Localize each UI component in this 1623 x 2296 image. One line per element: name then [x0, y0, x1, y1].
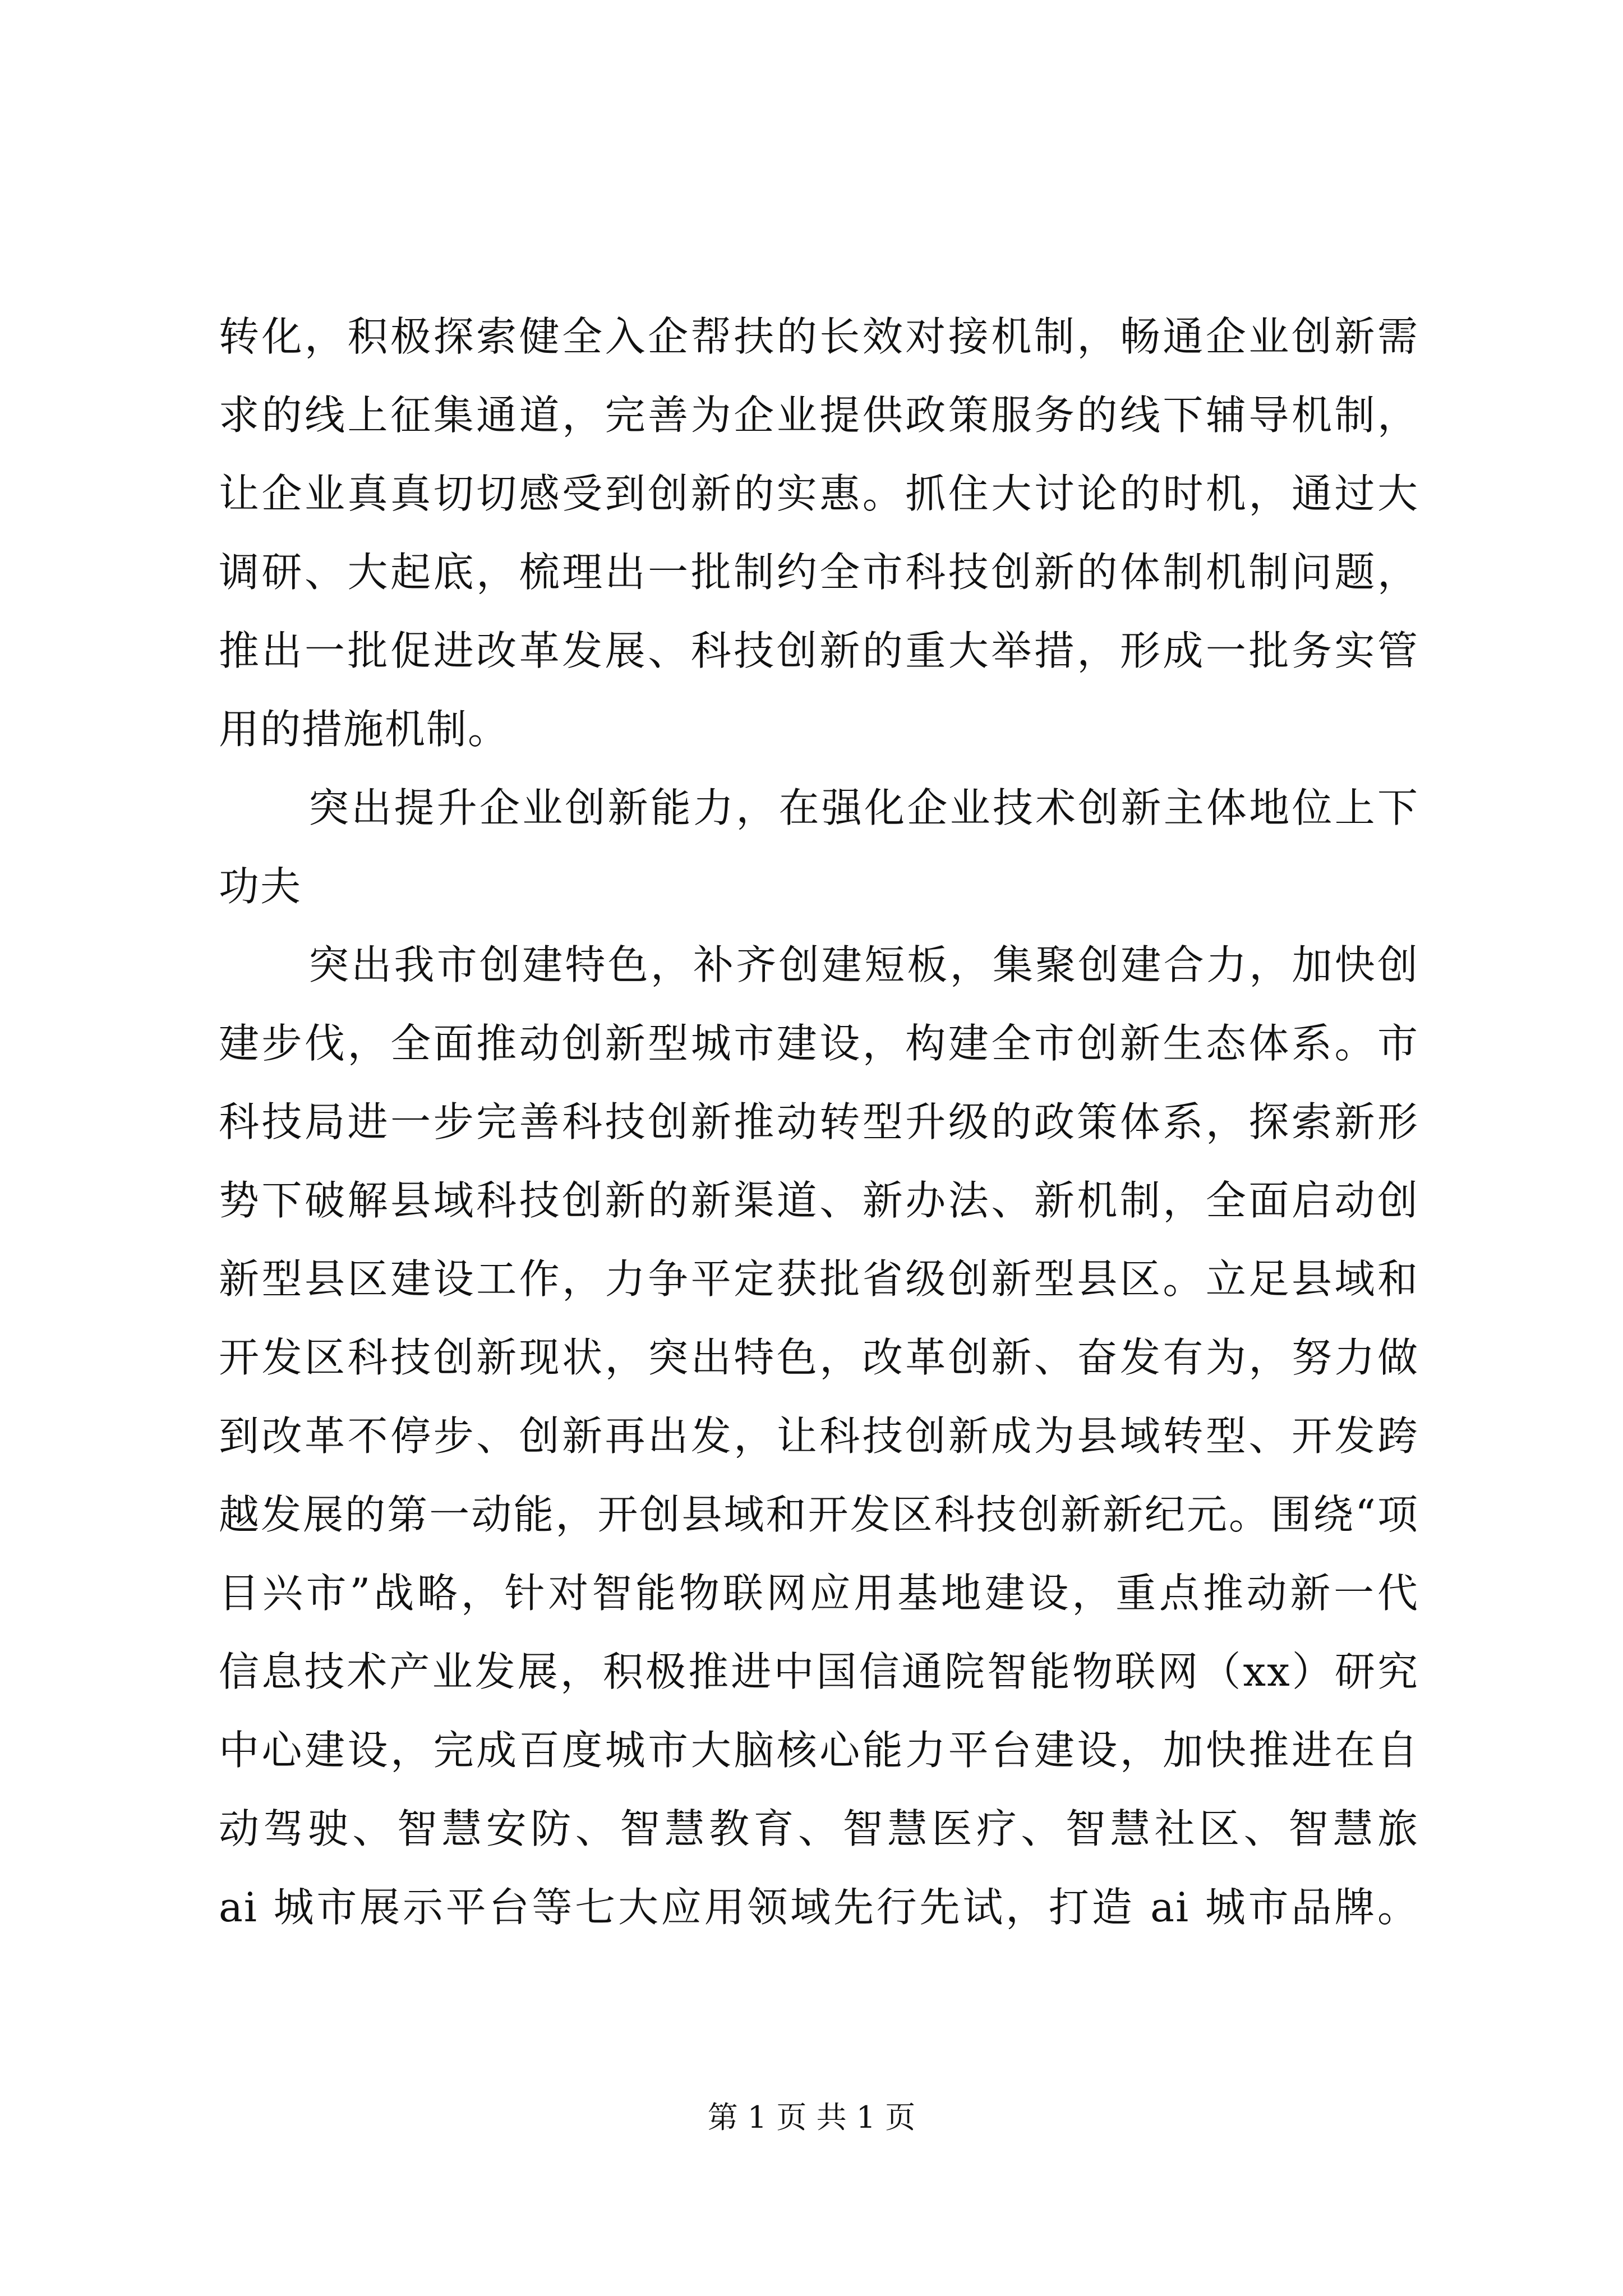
- paragraph-line: 建步伐，全面推动创新型城市建设，构建全市创新生态体系。市: [219, 1020, 1419, 1067]
- paragraph-line: 信息技术产业发展，积极推进中国信通院智能物联网（xx）研究: [219, 1648, 1419, 1695]
- paragraph-line: 目兴市”战略，针对智能物联网应用基地建设，重点推动新一代: [219, 1570, 1419, 1617]
- paragraph-line: 越发展的第一动能，开创县域和开发区科技创新新纪元。围绕“项: [219, 1491, 1419, 1538]
- paragraph-line: 推出一批促进改革发展、科技创新的重大举措，形成一批务实管: [219, 627, 1419, 674]
- paragraph-line: 突出我市创建特色，补齐创建短板，集聚创建合力，加快创: [308, 941, 1419, 988]
- paragraph-line: 到改革不停步、创新再出发，让科技创新成为县域转型、开发跨: [219, 1412, 1419, 1460]
- paragraph-line: 新型县区建设工作，力争平定获批省级创新型县区。立足县域和: [219, 1255, 1419, 1303]
- document-body: [219, 297, 1419, 1947]
- paragraph-line: 科技局进一步完善科技创新推动转型升级的政策体系，探索新形: [219, 1098, 1419, 1145]
- paragraph-line: 调研、大起底，梳理出一批制约全市科技创新的体制机制问题，: [219, 549, 1419, 596]
- section-heading-line: 功夫: [219, 863, 302, 910]
- paragraph-line: 中心建设，完成百度城市大脑核心能力平台建设，加快推进在自: [219, 1727, 1419, 1774]
- paragraph-line: 求的线上征集通道，完善为企业提供政策服务的线下辅导机制，: [219, 392, 1419, 439]
- paragraph-line: 转化，积极探索健全入企帮扶的长效对接机制，畅通企业创新需: [219, 313, 1419, 360]
- paragraph-line: 让企业真真切切感受到创新的实惠。抓住大讨论的时机，通过大: [219, 470, 1419, 517]
- paragraph-line: 势下破解县域科技创新的新渠道、新办法、新机制，全面启动创: [219, 1177, 1419, 1224]
- section-heading-line: 突出提升企业创新能力，在强化企业技术创新主体地位上下: [308, 784, 1419, 831]
- paragraph-line: 动驾驶、智慧安防、智慧教育、智慧医疗、智慧社区、智慧旅: [219, 1805, 1419, 1852]
- paragraph-line: 开发区科技创新现状，突出特色，改革创新、奋发有为，努力做: [219, 1334, 1419, 1381]
- paragraph-line: 用的措施机制。: [219, 706, 510, 753]
- paragraph-line: ai 城市展示平台等七大应用领域先行先试，打造 ai 城市品牌。: [219, 1884, 1419, 1931]
- page-number-footer: 第 1 页 共 1 页: [707, 2100, 916, 2135]
